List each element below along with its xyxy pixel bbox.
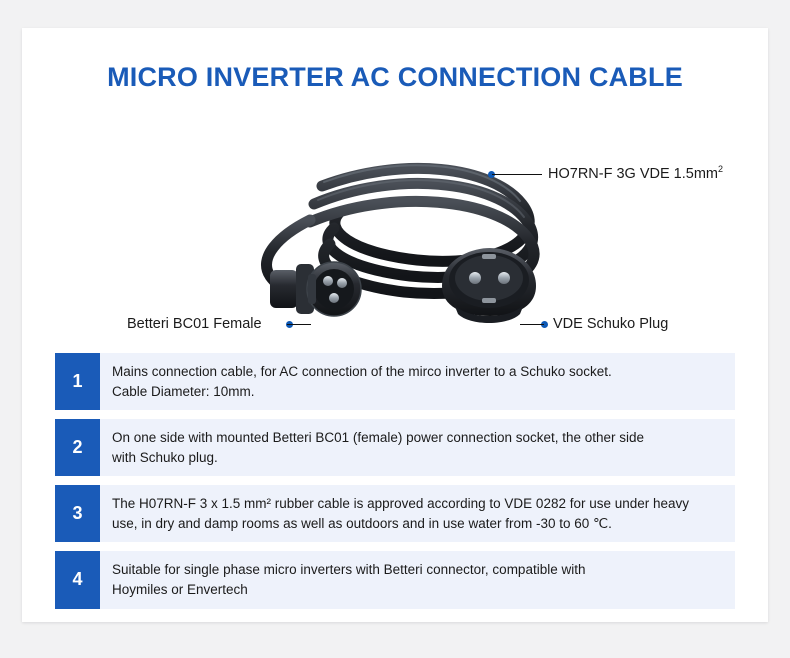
feature-text-line2: Hoymiles or Envertech [112, 581, 248, 597]
feature-text [100, 353, 735, 410]
cable-illustration [22, 108, 768, 348]
callout-sup-cable-spec: 2 [718, 164, 724, 174]
feature-text [100, 419, 735, 476]
callout-text-cable-spec: HO7RN-F 3G VDE 1.5mm [548, 165, 718, 182]
feature-text-line1: On one side with mounted Betteri BC01 (female) power connection socket, the other side [112, 430, 645, 446]
feature-row [55, 551, 735, 608]
page-title: MICRO INVERTER AC CONNECTION CABLE [107, 62, 683, 92]
feature-row [55, 485, 735, 542]
callout-label-cable-spec [548, 164, 723, 182]
feature-row [55, 419, 735, 476]
callout-leader-schuko [520, 324, 544, 325]
feature-number: 3 [55, 485, 100, 542]
feature-text-line2: use, in dry and damp rooms as well as outdoors and in use water from -30 to 60 ℃. [112, 515, 612, 531]
feature-text-line1: Mains connection cable, for AC connection of the mirco inverter to a Schuko socket. [112, 364, 612, 379]
callout-leader-betteri [287, 324, 311, 325]
feature-list [55, 353, 735, 618]
callout-label-betteri: Betteri BC01 Female [127, 316, 262, 332]
feature-row [55, 353, 735, 410]
feature-text [100, 485, 735, 542]
feature-text-line1: Suitable for single phase micro inverters with Betteri connector, compatible with [112, 562, 586, 578]
feature-number: 2 [55, 419, 100, 476]
feature-number: 1 [55, 353, 100, 410]
feature-text-line2: with Schuko plug. [112, 449, 218, 465]
feature-number: 4 [55, 551, 100, 608]
feature-text [100, 551, 735, 608]
feature-text-line1: The H07RN-F 3 x 1.5 mm² rubber cable is approved according to VDE 0282 for use under heavy [112, 496, 690, 512]
product-info-card [22, 28, 768, 622]
callout-leader-cable-spec [492, 174, 542, 175]
callout-label-schuko: VDE Schuko Plug [553, 316, 669, 332]
product-image-area [22, 108, 768, 348]
feature-text-line2: Cable Diameter: 10mm. [112, 383, 255, 399]
